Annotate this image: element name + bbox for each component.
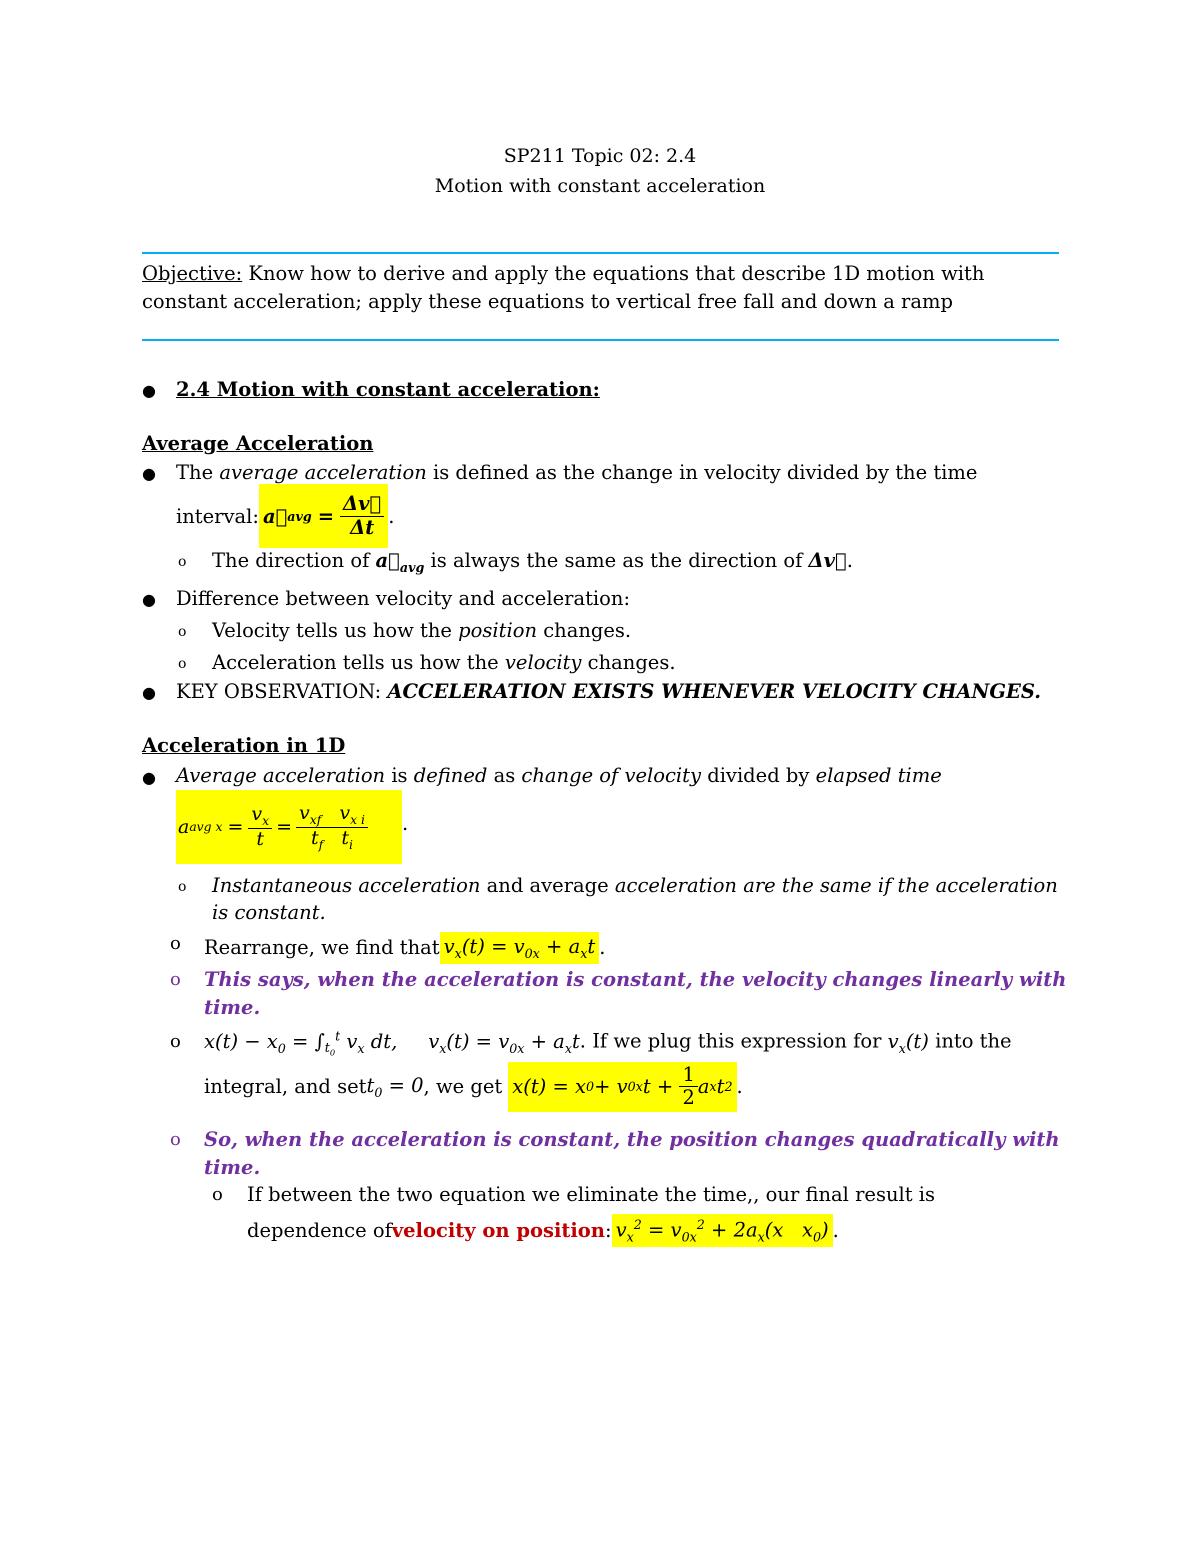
eq-dv: Δv⃗: [808, 549, 847, 572]
text-italic: acceleration are the same if the acceleration: [614, 874, 1058, 897]
period: .: [388, 504, 395, 528]
acc1d-sub6-line1: If between the two equation we eliminate the time,, our final result is: [247, 1183, 936, 1206]
text: and average: [480, 874, 615, 897]
eq-sub: avg: [287, 508, 312, 524]
text: The direction of: [212, 549, 376, 572]
velocity-equation: $v_x(t) = v_{0x} + a_xt$: [440, 932, 600, 964]
doc-title-line1: SP211 Topic 02: 2.4: [503, 145, 697, 167]
text-italic: defined: [413, 764, 488, 787]
text: dependence of: [247, 1219, 392, 1243]
text-italic: Instantaneous acceleration: [212, 874, 481, 897]
objective-bottom-rule: [142, 339, 1059, 341]
bullet-icon: ●: [142, 464, 156, 483]
acc1d-sub1: [212, 874, 1058, 897]
avg-acc-equation: [259, 484, 388, 548]
text-italic: position: [458, 619, 538, 642]
eq-v: v: [299, 801, 310, 824]
eq-a: a⃗: [375, 549, 400, 572]
text: KEY OBSERVATION:: [176, 680, 388, 703]
eq-frac1: [248, 804, 272, 851]
text: . If we plug this expression for: [579, 1029, 888, 1053]
eq-sub: x: [262, 813, 270, 828]
acc1d-sub3: This says, when the acceleration is constant, the velocity changes linearly with: [204, 968, 1067, 991]
avg-acc-bullet2: Difference between velocity and acceleration:: [176, 587, 631, 610]
circle-bullet-icon: o: [170, 1031, 181, 1052]
objective-line2: constant acceleration; apply these equations to vertical free fall and down a ramp: [142, 290, 953, 313]
acc1d-heading: Acceleration in 1D: [142, 734, 346, 757]
eq-sub: avg x: [189, 820, 223, 834]
circle-bullet-icon: o: [178, 554, 187, 570]
text: Acceleration tells us how the: [212, 651, 505, 674]
text: into the: [928, 1029, 1012, 1053]
text: changes.: [581, 651, 676, 674]
avg-acc-heading: Average Acceleration: [142, 432, 374, 455]
acc1d-sub2: Rearrange, we find that $v_x(t) = v_{0x} + a_xt$ .: [204, 932, 605, 964]
bullet-icon: ●: [142, 590, 156, 609]
text-bold-italic: ACCELERATION EXISTS WHENEVER VELOCITY CHANGES.: [387, 680, 1042, 703]
text-italic: velocity: [504, 651, 582, 674]
text: changes.: [537, 619, 632, 642]
objective-top-rule: [142, 252, 1059, 254]
acc1d-bullet1: [176, 764, 942, 787]
circle-bullet-icon: o: [178, 656, 187, 672]
eq-equals: =: [276, 816, 292, 838]
circle-bullet-icon: o: [170, 1129, 181, 1150]
eq-sub: avg: [399, 559, 425, 575]
objective-label: Objective:: [142, 262, 243, 285]
eq-a: a: [178, 816, 190, 838]
acc1d-equation: [176, 790, 402, 864]
avg-acc-b2-sub2: [212, 651, 676, 674]
eq-t: t: [341, 826, 349, 849]
integral-equation: $x(t) - x_0 = \int_{t_0}^t$ $v_x$ dt, $v_x(t) = v_{0x} + a_xt$: [204, 1028, 580, 1058]
text: , we get: [423, 1075, 503, 1099]
acc1d-sub3-line2: time.: [204, 996, 261, 1019]
section-heading: 2.4 Motion with constant acceleration:: [176, 378, 600, 401]
text-italic: elapsed time: [815, 764, 942, 787]
bullet-icon: ●: [142, 683, 156, 702]
eq-frac2: [296, 803, 368, 852]
avg-acc-b2-sub1: [212, 619, 631, 642]
eq-equals: =: [317, 504, 335, 528]
eq-numerator: Δv⃗: [340, 493, 384, 516]
text: as: [487, 764, 522, 787]
circle-bullet-icon: o: [170, 969, 181, 990]
text: Velocity tells us how the: [212, 619, 459, 642]
avg-acc-bullet1: [176, 461, 977, 484]
acc1d-sub6-line2: dependence of velocity on position : $v_x^2 = v_{0x}^2 + 2a_x(x$ $x_0$) .: [247, 1214, 839, 1247]
text-italic: average acceleration: [219, 461, 427, 484]
text-red: velocity on position: [391, 1219, 605, 1243]
eq-v: v: [339, 801, 351, 824]
acc1d-sub1-line2: is constant.: [212, 901, 326, 924]
acc1d-sub5-line2: time.: [204, 1156, 261, 1179]
eq-equals: =: [227, 816, 244, 838]
circle-bullet-icon: o: [178, 624, 187, 640]
text: :: [604, 1219, 612, 1243]
text: interval:: [176, 504, 259, 528]
eq-sub: xf: [309, 812, 322, 827]
eq-t: t: [311, 826, 319, 849]
acc1d-sub4: $x(t) - x_0 = \int_{t_0}^t$ $v_x$ dt, $v_x(t) = v_{0x} + a_xt$. If we plug this expression for $v_x(t)$ into the: [204, 1028, 1012, 1058]
eq-t: t: [256, 827, 265, 850]
circle-bullet-icon: o: [178, 879, 187, 895]
position-equation: x(t) = x 0 + v 0x t + $\frac{1}{2}$ a x t 2: [508, 1062, 736, 1112]
eq-a: a⃗: [262, 504, 288, 528]
eq-denominator: Δt: [350, 515, 375, 539]
key-observation: [176, 680, 1041, 703]
avg-acc-sub1: The direction of $a⃗_{avg}$ is always the same as the direction of Δv⃗.: [212, 549, 853, 575]
text: integral, and set: [204, 1075, 367, 1099]
text: divided by: [701, 764, 816, 787]
avg-acc-interval-line: [176, 484, 394, 548]
bullet-icon: ●: [142, 381, 156, 400]
acc1d-sub5: So, when the acceleration is constant, the position changes quadratically with: [204, 1128, 1060, 1151]
bullet-icon: ●: [142, 768, 156, 787]
eq-sub: i: [349, 837, 353, 852]
eq-sub: x i: [350, 812, 365, 827]
text: The: [176, 461, 220, 484]
text-italic: Average acceleration: [176, 764, 386, 787]
eq-v: v: [251, 802, 263, 825]
circle-bullet-icon: o: [212, 1184, 223, 1205]
text: is always the same as the direction of: [424, 549, 809, 572]
velocity-position-equation: $v_x^2 = v_{0x}^2 + 2a_x(x$ $x_0$): [612, 1214, 833, 1247]
circle-bullet-icon: o: [170, 933, 181, 954]
period: .: [402, 812, 409, 835]
eq-sub: f: [318, 837, 324, 852]
acc1d-sub4-line2: integral, and set $t_0 = 0$ , we get x(t) = x 0 + v 0x t + $\frac{1}{2}$ a x t 2 .: [204, 1062, 743, 1112]
text: Rearrange, we find that: [204, 936, 440, 960]
objective-line1: [142, 262, 984, 285]
text-italic: change of velocity: [521, 764, 702, 787]
text: is: [385, 764, 414, 787]
text: is defined as the change in velocity divided by the time: [426, 461, 978, 484]
eq-fraction: [340, 493, 384, 539]
doc-title-line2: Motion with constant acceleration: [434, 175, 766, 197]
objective-text1: Know how to derive and apply the equations that describe 1D motion with: [242, 262, 985, 285]
